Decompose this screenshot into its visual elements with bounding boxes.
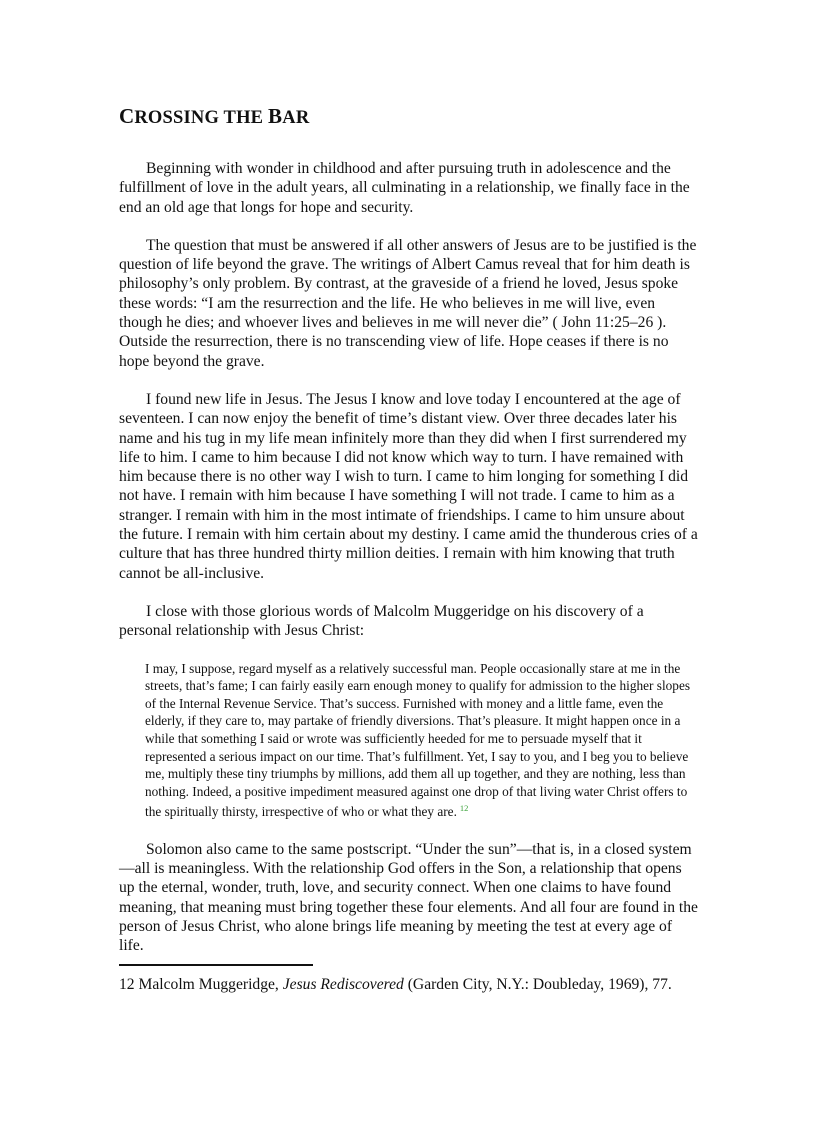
quote-text: I may, I suppose, regard myself as a relatively successful man. People occasionally stare at me in the streets, that’s fame; I can fairly easily earn enough money to qualify for admission to the higher slopes of the Internal Revenue Service. That’s success. Furnished with money and a little fame, even the elderly, if they care to, may partake of friendly diversions. That’s pleasure. It might happen once in a while that something I said or wrote was sufficiently heeded for me to persuade myself that it represented a serious impact on our time. That’s fulfillment. Yet, I say to you, and I beg you to believe me, multiply these tiny triumphs by millions, add them all up together, and they are nothing, less than nothing. Indeed, a positive impediment measured against one drop of that living water Christ offers to the spiritually thirsty, irrespective of who or what they are. <box>145 660 691 820</box>
heading-text-1: ROSSING THE <box>134 108 269 128</box>
body-paragraph: The question that must be answered if all other answers of Jesus are to be justified is the question of life beyond the grave. The writings of Albert Camus reveal that for him death is philosophy’s only problem. By contrast, at the graveside of a friend he loved, Jesus spoke these words: “I am the resurrection and the life. He who believes in me will live, even though he dies; and whoever lives and believes in me will never die” ( John 11:25–26 ). Outside the resurrection, there is no transcending view of life. Hope ceases if there is no hope beyond the grave. <box>119 236 697 370</box>
footnote-number: 12 <box>119 975 135 993</box>
body-paragraph: Solomon also came to the same postscript. “Under the sun”—that is, in a closed system—all is meaningless. With the relationship God offers in the Son, a relationship that opens up the eternal, wonder, truth, love, and security connect. When one claims to have found meaning, that meaning must bring together these four elements. And all four are found in the person of Jesus Christ, who alone brings life meaning by meeting the test at every age of life. <box>119 840 698 955</box>
document-page <box>119 104 699 994</box>
heading-text-2: AR <box>282 108 310 128</box>
footnote-details: (Garden City, N.Y.: Doubleday, 1969), 77. <box>407 975 672 993</box>
heading-initial-c: C <box>119 104 135 128</box>
heading-initial-b: B <box>268 104 283 128</box>
block-quote <box>145 660 695 821</box>
footnote-book-title: Jesus Rediscovered <box>282 975 404 993</box>
footnote-divider <box>119 964 313 966</box>
footnote-reference-link[interactable]: 12 <box>459 803 469 814</box>
body-paragraph: I found new life in Jesus. The Jesus I know and love today I encountered at the age of seventeen. I can now enjoy the benefit of time’s distant view. Over three decades later his name and his tug in my life mean infinitely more than they did when I first surrendered my life to him. I came to him because I did not know which way to turn. I have remained with him because there is no other way I wish to turn. I came to him longing for something I did not have. I remain with him because I have something I will not trade. I came to him as a stranger. I remain with him in the most intimate of friendships. I came to him unsure about the future. I remain with him certain about my destiny. I came amid the thunderous cries of a culture that has three hundred thirty million deities. I remain with him knowing that truth cannot be all-inclusive. <box>119 390 698 582</box>
footnote <box>119 975 699 994</box>
chapter-heading <box>119 104 699 130</box>
body-paragraph: I close with those glorious words of Malcolm Muggeridge on his discovery of a personal relationship with Jesus Christ: <box>119 602 644 640</box>
footnote-author: Malcolm Muggeridge, <box>138 975 279 993</box>
body-paragraph: Beginning with wonder in childhood and after pursuing truth in adolescence and the fulfillment of love in the adult years, all culminating in a relationship, we finally face in the end an old age that longs for hope and security. <box>119 160 690 216</box>
